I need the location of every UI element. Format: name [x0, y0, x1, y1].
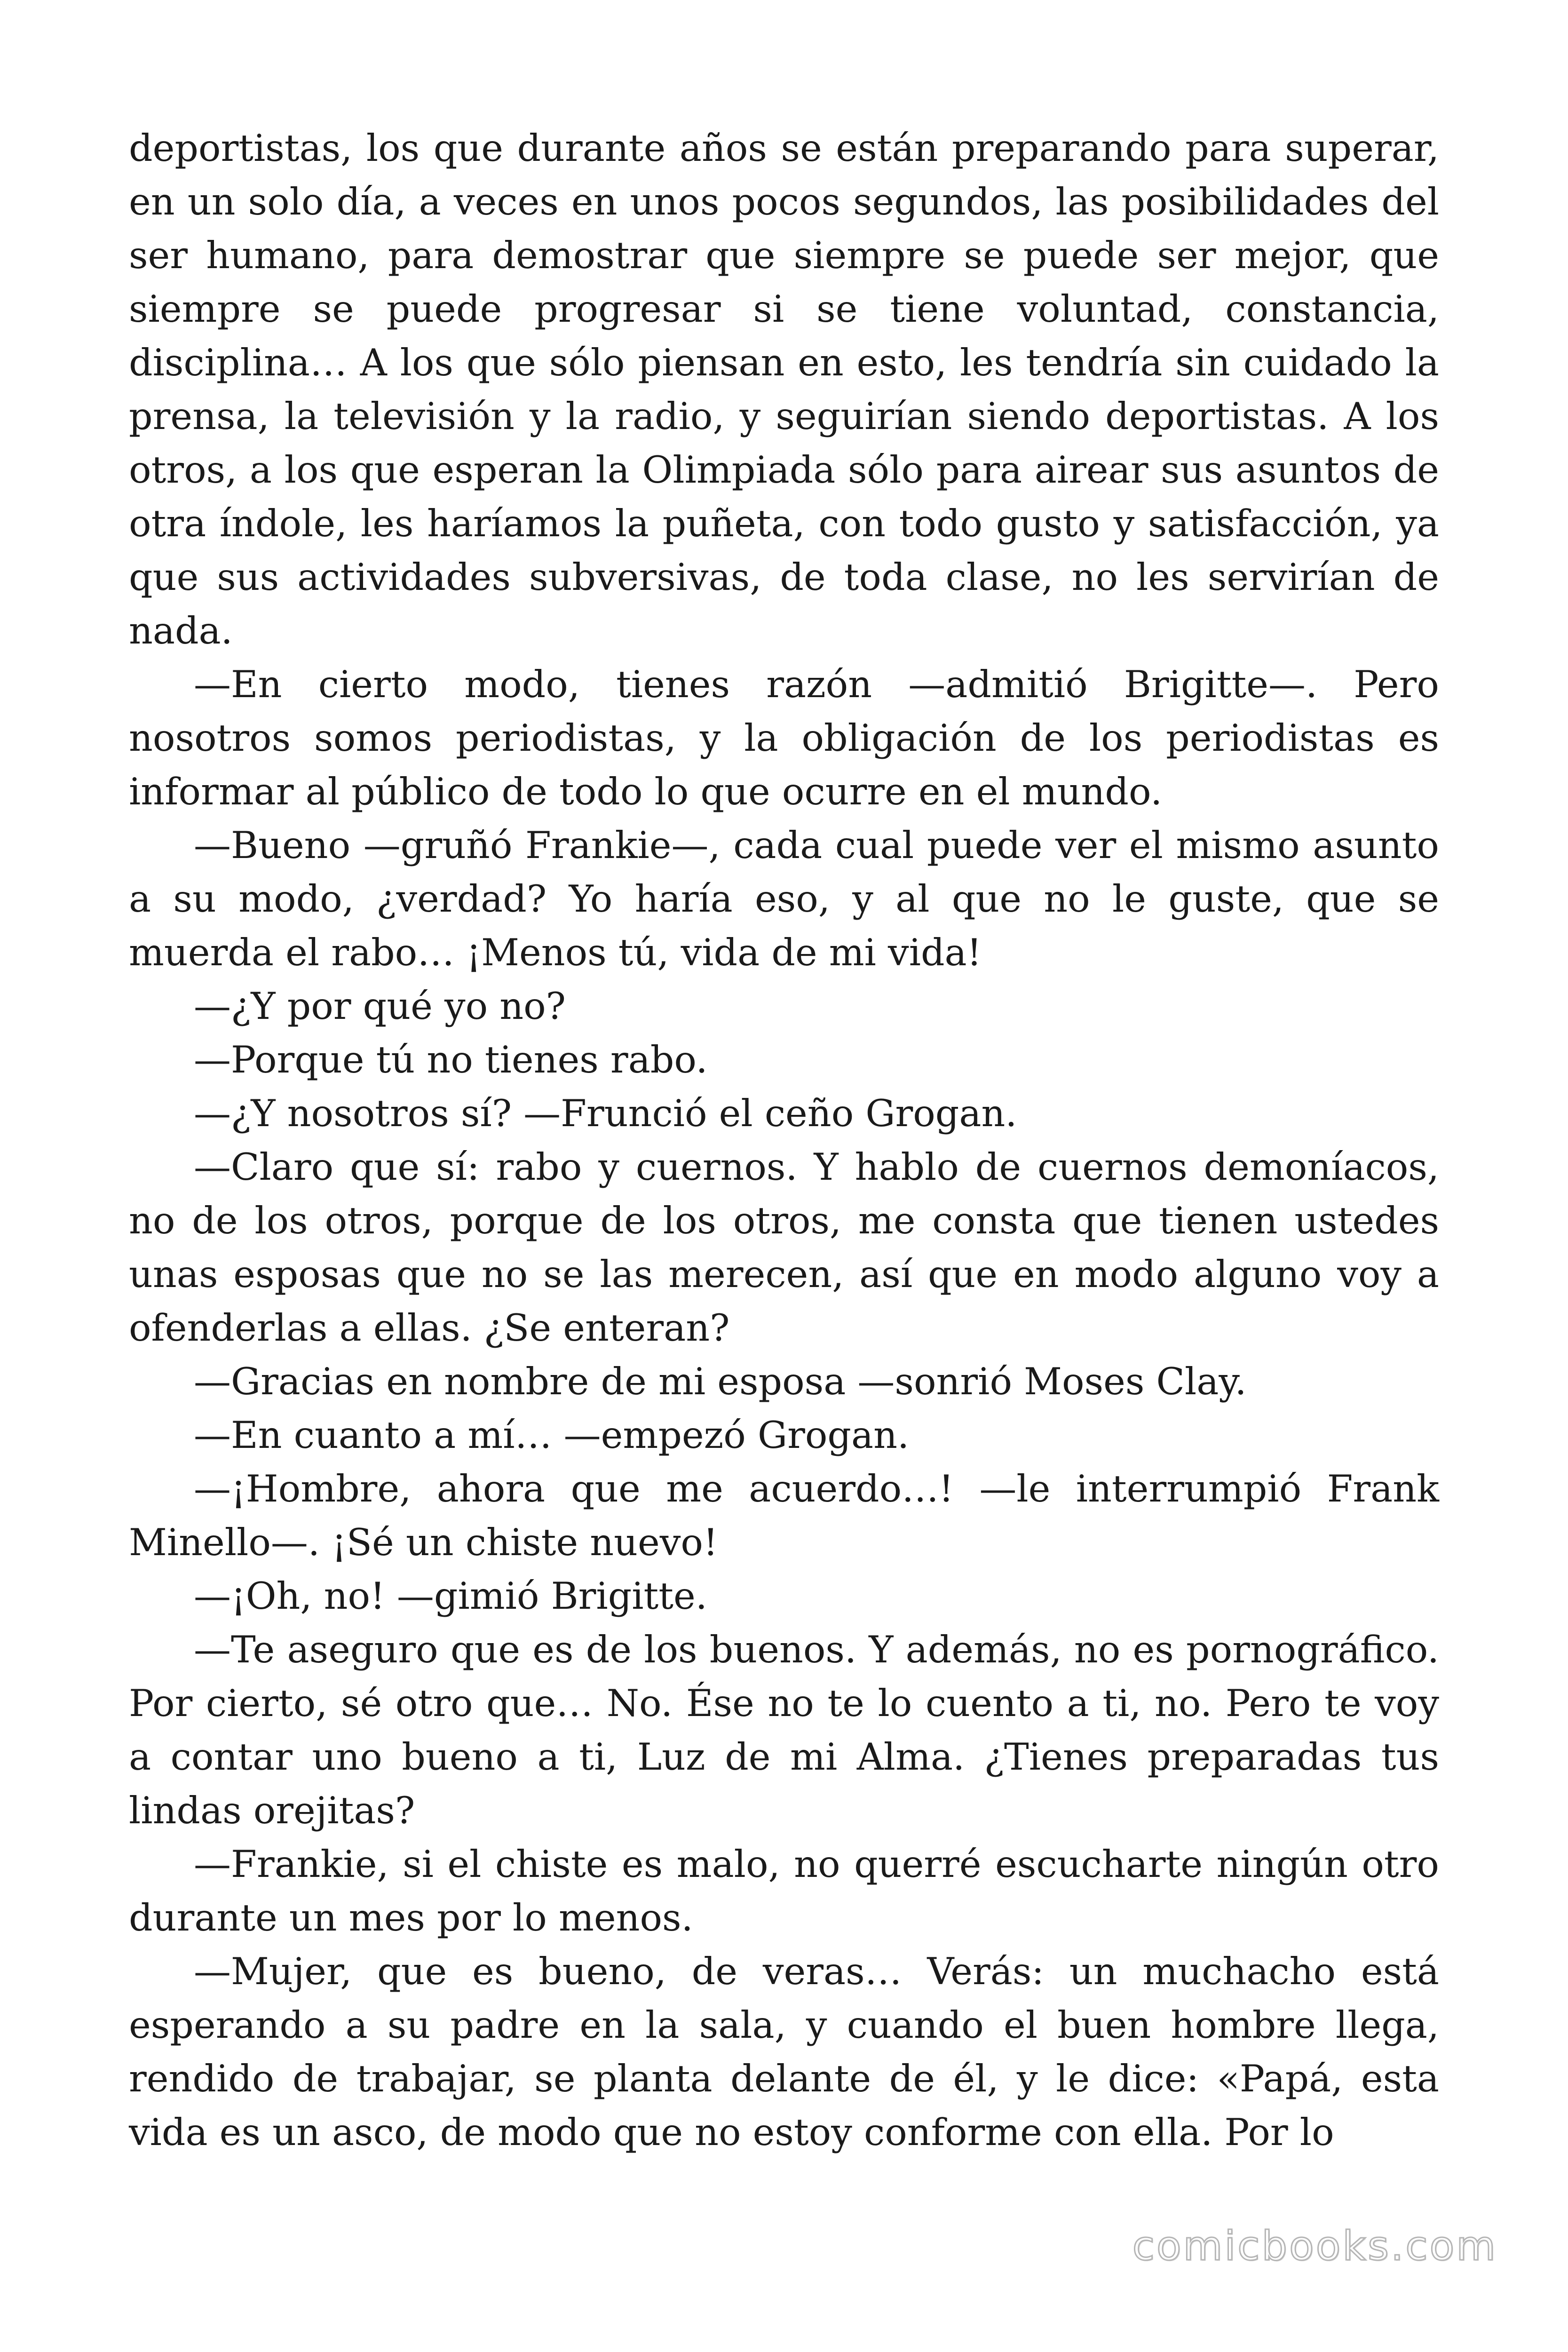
- paragraph-12: —Te aseguro que es de los buenos. Y además, no es pornográfico. Por cierto, sé otro que… No. Ése no te lo cuento a ti, no. Pero te voy a contar uno bueno a ti, Luz de mi Alma. ¿Tienes preparadas tus lindas orejitas?: [129, 1628, 1439, 1832]
- paragraph-8: —Gracias en nombre de mi esposa —sonrió Moses Clay.: [194, 1360, 1247, 1403]
- paragraph-10: —¡Hombre, ahora que me acuerdo…! —le interrumpió Frank Minello—. ¡Sé un chiste nuevo!: [129, 1467, 1439, 1564]
- paragraph-9: —En cuanto a mí… —empezó Grogan.: [194, 1414, 910, 1457]
- paragraph-5: —Porque tú no tienes rabo.: [194, 1038, 708, 1081]
- paragraph-2: —En cierto modo, tienes razón —admitió Brigitte—. Pero nosotros somos periodistas, y la obligación de los periodistas es informar al público de todo lo que ocurre en el mundo.: [129, 663, 1439, 813]
- paragraph-6: —¿Y nosotros sí? —Frunció el ceño Grogan.: [194, 1092, 1017, 1135]
- paragraph-11: —¡Oh, no! —gimió Brigitte.: [194, 1574, 707, 1618]
- paragraph-3: —Bueno —gruñó Frankie—, cada cual puede ver el mismo asunto a su modo, ¿verdad? Yo haría eso, y al que no le guste, que se muerda el rabo… ¡Menos tú, vida de mi vida!: [129, 824, 1439, 974]
- paragraph-14: —Mujer, que es bueno, de veras… Verás: un muchacho está esperando a su padre en la sala, y cuando el buen hombre llega, rendido de trabajar, se planta delante de él, y le dice: «Papá, esta vida es un asco, de modo que no estoy conforme con ella. Por lo: [129, 1950, 1439, 2154]
- paragraph-7: —Claro que sí: rabo y cuernos. Y hablo de cuernos demoníacos, no de los otros, porque de los otros, me consta que tienen ustedes unas esposas que no se las merecen, así que en modo alguno voy a ofenderlas a ellas. ¿Se enteran?: [129, 1145, 1439, 1350]
- watermark: comicbooks.com: [1132, 2223, 1497, 2270]
- paragraph-1: deportistas, los que durante años se están preparando para superar, en un solo día, a veces en unos pocos segundos, las posibilidades del ser humano, para demostrar que siempre se puede ser mejor, que siempre se puede progresar si se tiene voluntad, constancia, disciplina… A los que sólo piensan en esto, les tendría sin cuidado la prensa, la televisión y la radio, y seguirían siendo deportistas. A los otros, a los que esperan la Olimpiada sólo para airear sus asuntos de otra índole, les haríamos la puñeta, con todo gusto y satisfacción, ya que sus actividades subversivas, de toda clase, no les servirían de nada.: [129, 127, 1439, 652]
- paragraph-13: —Frankie, si el chiste es malo, no querré escucharte ningún otro durante un mes por lo menos.: [129, 1843, 1439, 1939]
- paragraph-4: —¿Y por qué yo no?: [194, 985, 566, 1028]
- page-text: [129, 121, 1439, 2159]
